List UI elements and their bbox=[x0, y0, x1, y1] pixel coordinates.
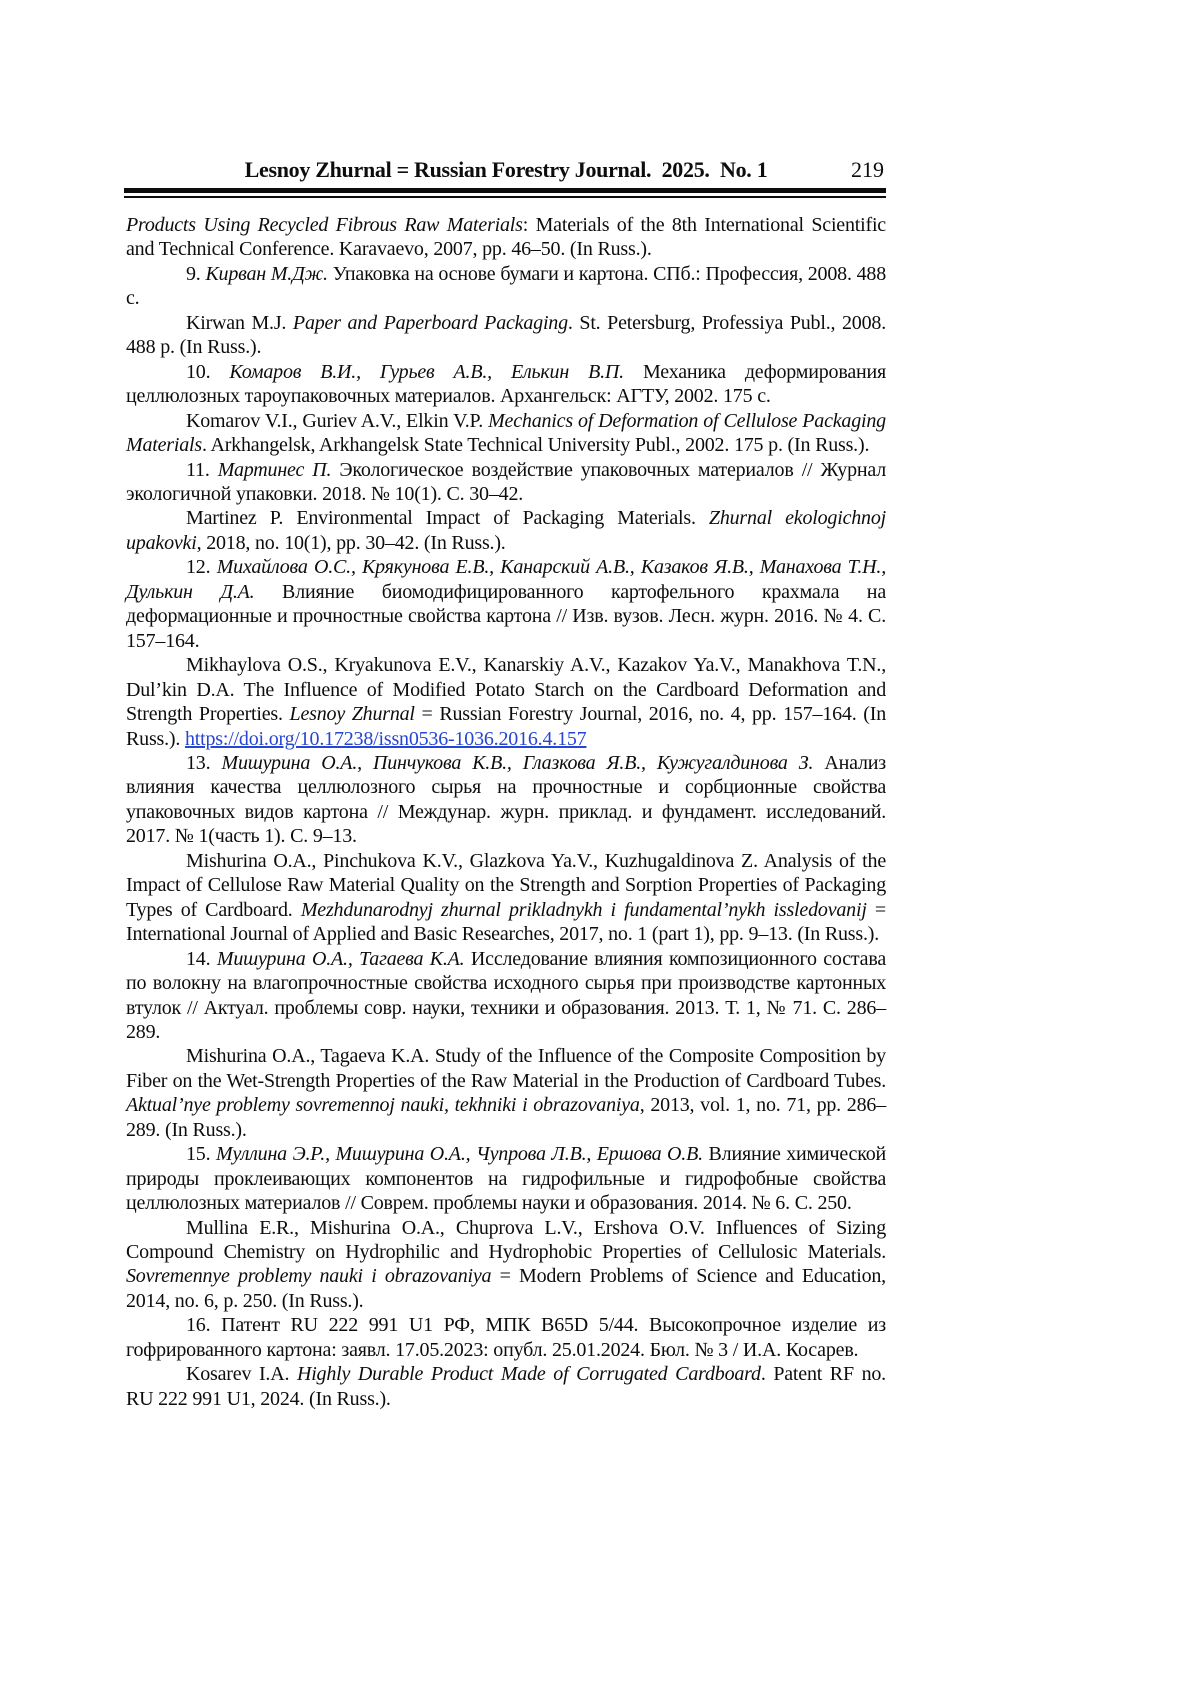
ref-segment: Механика деформирования целлюлозных тароупаковочных материалов. Архангельск: АГТУ, 2002. 175 с. bbox=[126, 360, 886, 408]
ref-segment: 15. bbox=[186, 1143, 216, 1166]
ref-segment-italic: Highly Durable Product Made of Corrugated Cardboard bbox=[296, 1363, 761, 1386]
ref-11-en bbox=[126, 506, 886, 555]
ref-16-ru bbox=[126, 1313, 886, 1362]
ref-15-ru bbox=[126, 1142, 886, 1215]
ref-segment: 16. Патент RU 222 991 U1 РФ, МПК B65D 5/44. Высокопрочное изделие из гофрированного картона: заявл. 17.05.2023: опубл. 25.01.2024. Бюл. № 3 / И.А. Косарев. bbox=[126, 1314, 886, 1361]
ref-8-continuation-en bbox=[126, 213, 886, 262]
ref-14-en bbox=[126, 1044, 886, 1142]
ref-13-en bbox=[126, 849, 886, 947]
ref-9-en bbox=[126, 311, 886, 360]
ref-segment: Влияние биомодифицированного картофельного крахмала на деформационные и прочностные свойства картона // Изв. вузов. Лесн. журн. 2016. № 4. С. 157–164. bbox=[126, 580, 886, 652]
ref-segment: Kirwan M.J. bbox=[186, 311, 293, 334]
ref-segment: 12. bbox=[186, 556, 217, 579]
ref-segment-italic: Михайлова О.С., Крякунова Е.В., Канарский А.В., Казаков Я.В., Манахова Т.Н., Дулькин Д.А. bbox=[126, 556, 886, 603]
ref-segment-italic: Муллина Э.Р., Мишурина О.А., Чупрова Л.В., Ершова О.В. bbox=[216, 1143, 703, 1166]
ref-segment-italic: Комаров В.И., Гурьев А.В., Елькин В.П. bbox=[229, 360, 624, 383]
ref-segment-italic: Мартинес П. bbox=[217, 458, 332, 481]
ref-segment-italic: Mezhdunarodnyj zhurnal prikladnykh i fundamental’nykh issledovanij bbox=[300, 898, 867, 921]
ref-segment-italic: Lesnoy Zhurnal bbox=[289, 703, 415, 726]
ref-segment: Исследование влияния композиционного состава по волокну на влагопрочностные свойства исходного сырья при производстве картонных втулок // Актуал. проблемы совр. науки, техники и образования. 2013. Т. 1, № 71. С. 286–289. bbox=[126, 947, 887, 1043]
ref-segment: = International Journal of Applied and Basic Researches, 2017, no. 1 (part 1), pp. 9–13. (In Russ.). bbox=[126, 898, 886, 946]
ref-segment: Mishurina O.A., Tagaeva K.A. Study of the Influence of the Composite Composition by Fiber on the Wet-Strength Properties of the Raw Material in the Production of Cardboard Tubes. bbox=[126, 1045, 886, 1092]
ref-14-ru bbox=[126, 947, 886, 1045]
ref-segment: Kosarev I.A. bbox=[186, 1363, 297, 1386]
page-header bbox=[126, 157, 886, 185]
ref-13-ru bbox=[126, 751, 886, 849]
ref-12-en bbox=[126, 653, 886, 751]
ref-segment: Влияние химической природы проклеивающих компонентов на гидрофильные и гидрофобные свойства целлюлозных материалов // Соврем. проблемы науки и образования. 2014. № 6. С. 250. bbox=[126, 1143, 887, 1215]
ref-16-en bbox=[126, 1362, 886, 1411]
doi-link[interactable]: https://doi.org/10.17238/issn0536-1036.2016.4.157 bbox=[184, 727, 587, 750]
ref-segment-italic: Products Using Recycled Fibrous Raw Materials bbox=[126, 214, 523, 236]
ref-segment: 13. bbox=[186, 751, 222, 774]
ref-9-ru bbox=[126, 262, 886, 311]
ref-segment: Экологическое воздействие упаковочных материалов // Журнал экологичной упаковки. 2018. № 10(1). С. 30–42. bbox=[126, 458, 887, 505]
ref-segment: = Russian Forestry Journal, 2016, no. 4, pp. 157–164. (In Russ.). bbox=[126, 703, 886, 750]
ref-segment: Komarov V.I., Guriev A.V., Elkin V.P. bbox=[186, 409, 489, 432]
ref-segment: . Arkhangelsk, Arkhangelsk State Technical University Publ., 2002. 175 p. (In Russ.). bbox=[201, 434, 870, 457]
ref-segment-italic: Paper and Paperboard Packaging bbox=[292, 311, 568, 334]
ref-segment-italic: Кирван М.Дж. bbox=[205, 262, 328, 285]
ref-segment-italic: Мишурина О.А., Тагаева К.А. bbox=[216, 947, 465, 970]
ref-segment: , 2013, vol. 1, no. 71, pp. 286–289. (In Russ.). bbox=[126, 1094, 886, 1141]
ref-segment: Mikhaylova O.S., Kryakunova E.V., Kanarskiy A.V., Kazakov Ya.V., Manakhova T.N., Dul’kin D.A. The Influence of Modified Potato Starch on the Cardboard Deformation and Strength Properties. bbox=[126, 654, 886, 726]
ref-segment: 9. bbox=[186, 262, 206, 285]
ref-segment: Mullina E.R., Mishurina O.A., Chuprova L.V., Ershova O.V. Influences of Sizing Compound Chemistry on Hydrophilic and Hydrophobic Properties of Cellulosic Materials. bbox=[126, 1216, 886, 1264]
ref-segment: Mishurina O.A., Pinchukova K.V., Glazkova Ya.V., Kuzhugaldinova Z. Analysis of the Impact of Cellulose Raw Material Quality on the Strength and Sorption Properties of Packaging Types of Cardboard. bbox=[126, 849, 886, 921]
journal-header-title: Lesnoy Zhurnal = Russian Forestry Journal. 2025. No. 1 bbox=[244, 157, 768, 182]
ref-segment: , 2018, no. 10(1), pp. 30–42. (In Russ.). bbox=[196, 531, 506, 554]
ref-segment: 14. bbox=[186, 947, 217, 970]
header-double-rule bbox=[124, 188, 886, 198]
ref-12-ru bbox=[126, 555, 886, 653]
ref-segment: 11. bbox=[186, 458, 218, 481]
ref-segment: . St. Petersburg, Professiya Publ., 2008. 488 p. (In Russ.). bbox=[126, 311, 886, 359]
ref-segment: Упаковка на основе бумаги и картона. СПб.: Профессия, 2008. 488 с. bbox=[126, 262, 886, 310]
ref-10-ru bbox=[126, 360, 886, 409]
references-list bbox=[126, 213, 886, 1411]
ref-segment: = Modern Problems of Science and Education, 2014, no. 6, p. 250. (In Russ.). bbox=[126, 1265, 886, 1312]
ref-segment: . Patent RF no. RU 222 991 U1, 2024. (In Russ.). bbox=[126, 1363, 886, 1410]
ref-segment-italic: Aktual’nye problemy sovremennoj nauki, tekhniki i obrazovaniya bbox=[126, 1094, 640, 1117]
ref-segment-italic: Zhurnal ekologichnoj upakovki bbox=[126, 507, 887, 554]
ref-segment: Анализ влияния качества целлюлозного сырья на прочностные и сорбционные свойства упаковочных видов картона // Междунар. журн. приклад. и фундамент. исследований. 2017. № 1(часть 1). С. 9–13. bbox=[126, 751, 886, 848]
ref-segment-italic: Мишурина О.А., Пинчукова К.В., Глазкова Я.В., Кужугалдинова З. bbox=[221, 751, 814, 774]
ref-15-en bbox=[126, 1216, 886, 1314]
ref-10-en bbox=[126, 409, 886, 458]
ref-11-ru bbox=[126, 458, 886, 507]
page-number: 219 bbox=[851, 157, 884, 182]
ref-segment: Martinez P. Environmental Impact of Packaging Materials. bbox=[186, 507, 709, 530]
ref-segment: : Materials of the 8th International Scientific and Technical Conference. Karavaevo, 2007, pp. 46–50. (In Russ.). bbox=[126, 214, 886, 261]
ref-segment-italic: Mechanics of Deformation of Cellulose Packaging Materials bbox=[126, 409, 886, 457]
ref-segment: 10. bbox=[186, 360, 230, 383]
ref-segment-italic: Sovremennye problemy nauki i obrazovaniya bbox=[126, 1265, 492, 1288]
